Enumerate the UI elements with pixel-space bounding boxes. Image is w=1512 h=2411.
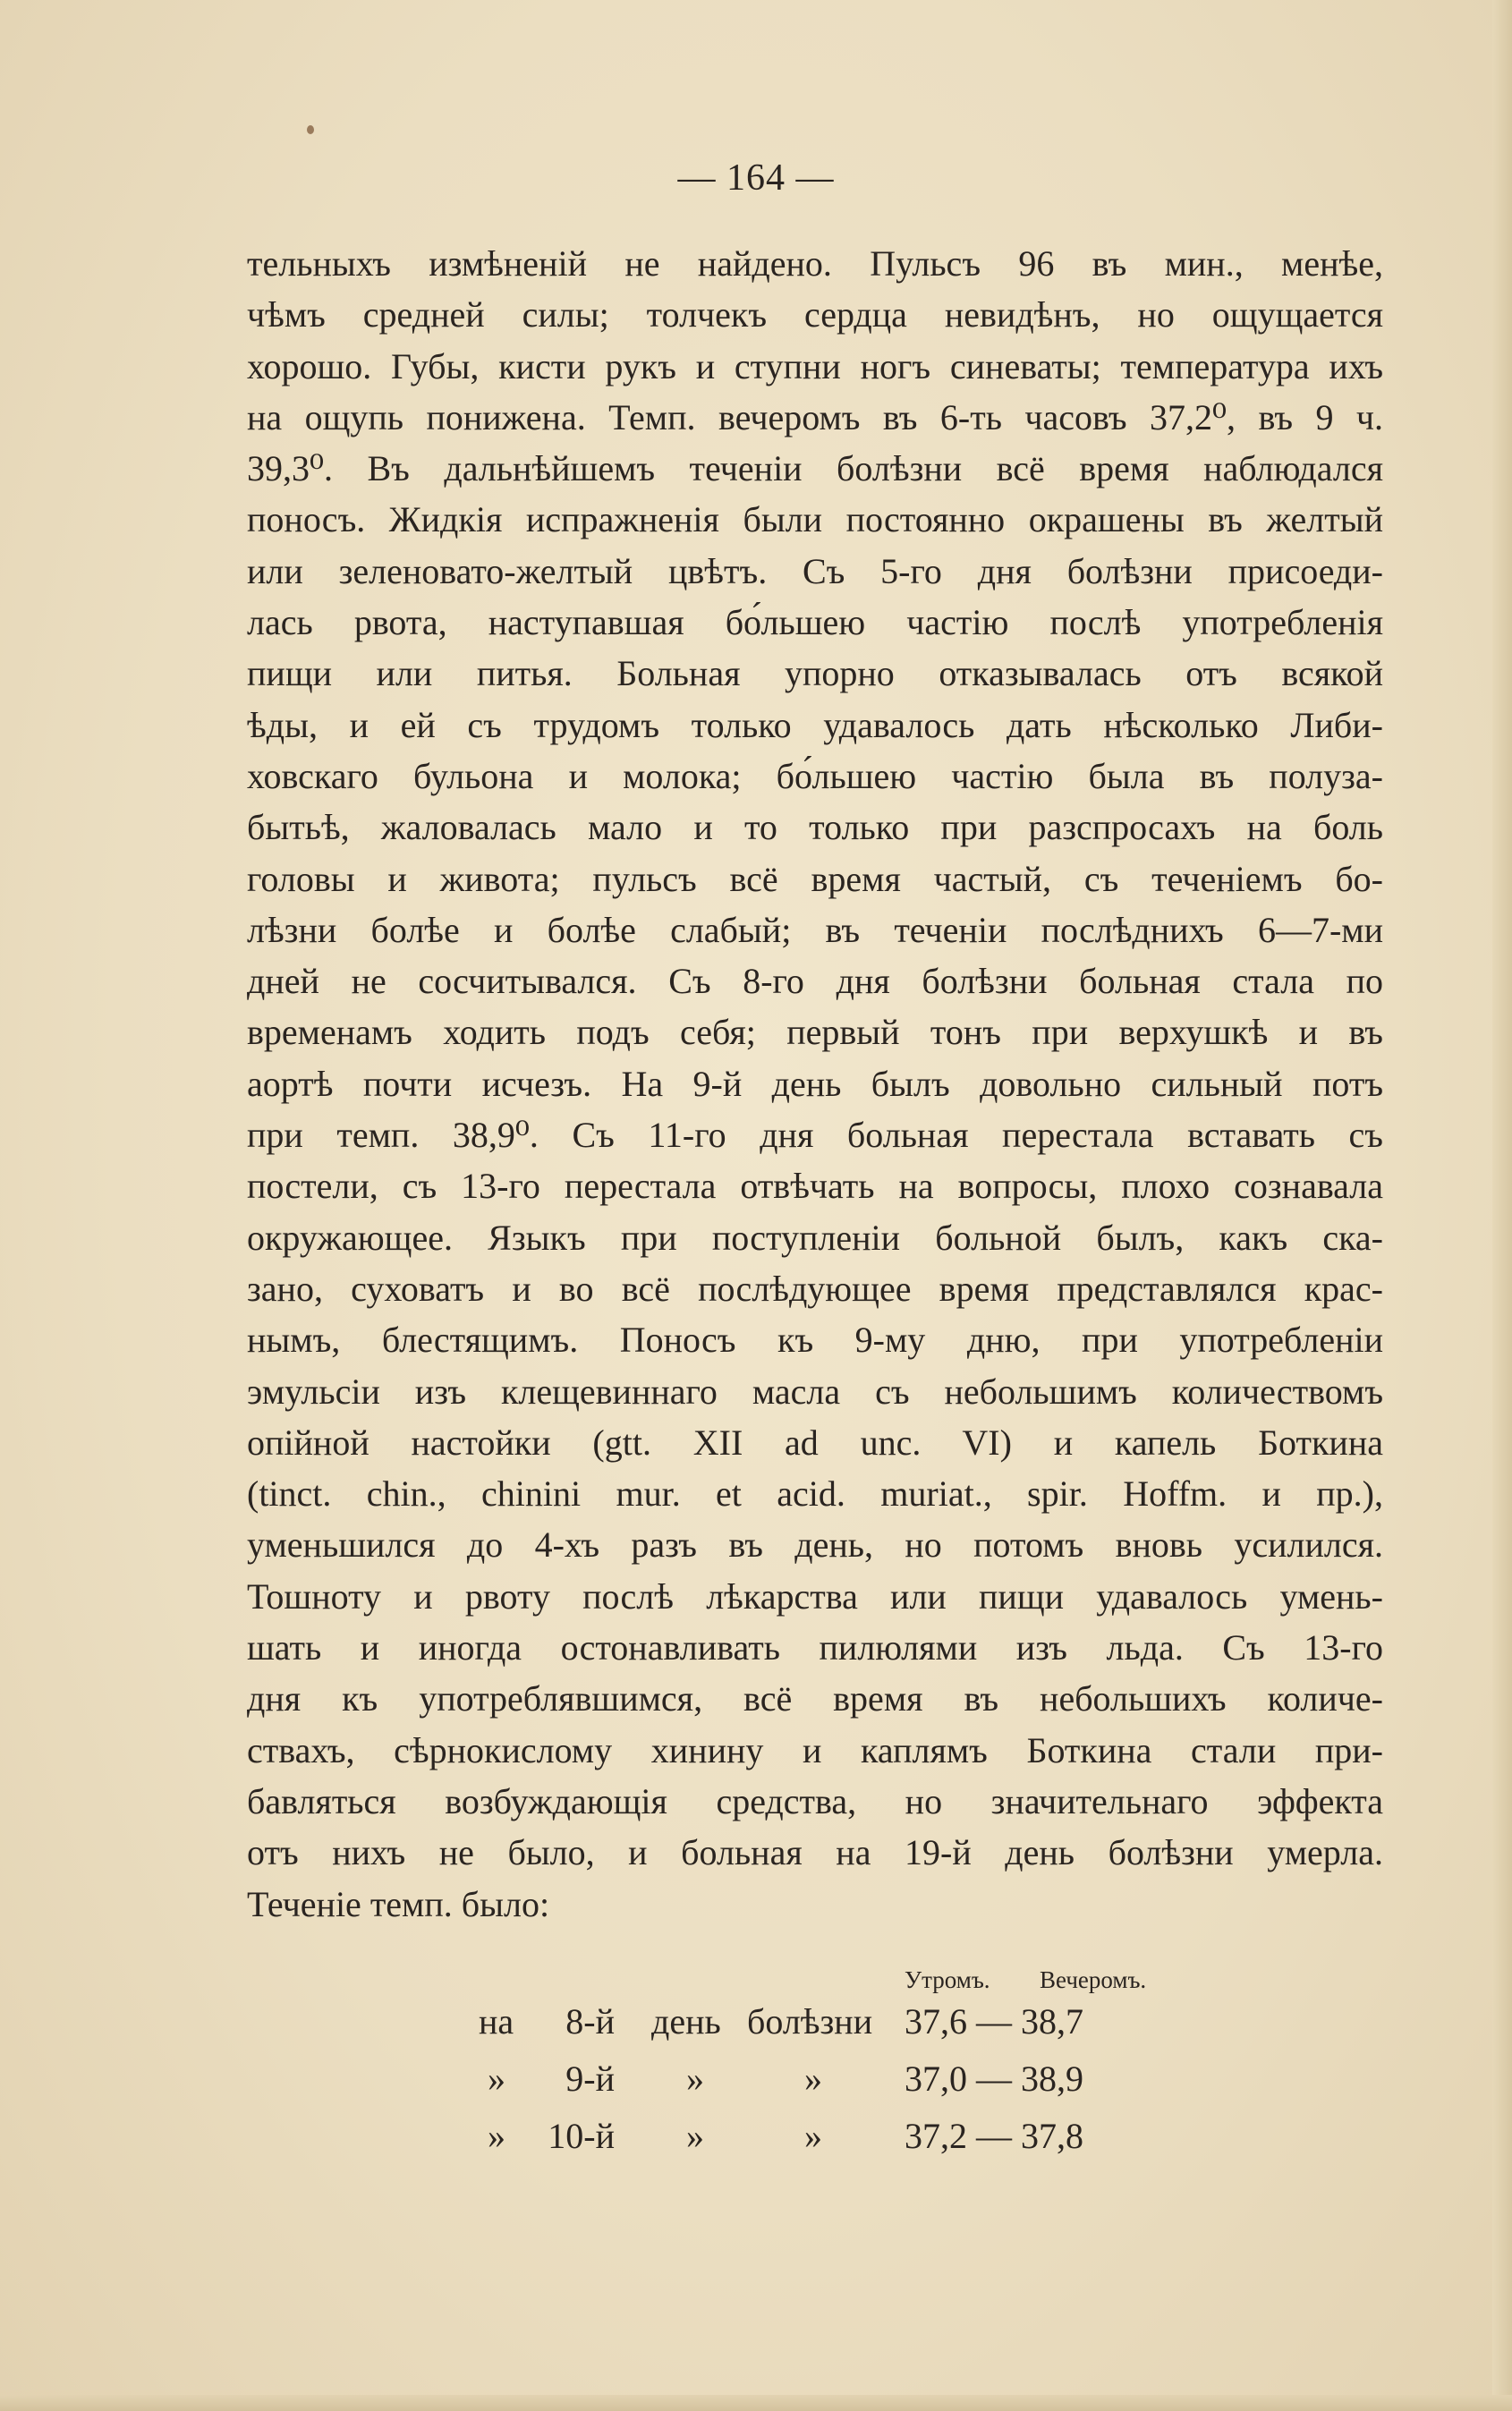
page-edge-bottom [0, 2395, 1512, 2411]
text-line: отъ нихъ не было, и больная на 19-й день болѣзни умерла. [247, 1832, 1383, 1873]
table-row [479, 2058, 1248, 2115]
text-line: временамъ ходить подъ себя; первый тонъ при верхушкѣ и въ [247, 1012, 1383, 1053]
row-temperatures: 37,2 — 37,8 [905, 2116, 1083, 2156]
table-row [479, 2000, 1248, 2058]
text-line: аортѣ почти исчезъ. На 9-й день былъ довольно сильный потъ [247, 1063, 1383, 1104]
text-line: бавляться возбуждающія средства, но значительнаго эффекта [247, 1780, 1383, 1821]
text-line: лѣзни болѣе и болѣе слабый; въ теченіи послѣднихъ 6—7-ми [247, 909, 1383, 950]
text-line: ховскаго бульона и молока; бо́льшею частію была въ полуза- [247, 755, 1383, 796]
body-paragraph [247, 238, 1383, 1930]
text-line: чѣмъ средней силы; толчекъ сердца невидѣнъ, но ощущается [247, 294, 1383, 335]
text-line: дней не сосчитывался. Съ 8-го дня болѣзни больная стала по [247, 961, 1383, 1002]
ink-speck [307, 125, 314, 134]
row-temperatures: 37,6 — 38,7 [905, 2001, 1083, 2042]
row-word-illness: болѣзни [747, 2001, 873, 2042]
header-morning: Утромъ. [905, 1966, 990, 1993]
row-word-illness: » [804, 2116, 822, 2156]
text-line: ѣды, и ей съ трудомъ только удавалось дать нѣсколько Либи- [247, 704, 1383, 745]
text-line: 39,3⁰. Въ дальнѣйшемъ теченіи болѣзни всё время наблюдался [247, 448, 1383, 489]
text-line: нымъ, блестящимъ. Поносъ къ 9-му дню, при употребленіи [247, 1320, 1383, 1361]
text-line: зано, суховатъ и во всё послѣдующее время представлялся крас- [247, 1268, 1383, 1309]
header-evening: Вечеромъ. [1040, 1966, 1147, 1993]
text-line: постели, съ 13-го перестала отвѣчать на вопросы, плохо сознавала [247, 1166, 1383, 1207]
text-line: эмульсіи изъ клещевиннаго масла съ небольшимъ количествомъ [247, 1371, 1383, 1412]
temperature-table-header [479, 1959, 1248, 2000]
text-line: хорошо. Губы, кисти рукъ и ступни ногъ синеваты; температура ихъ [247, 345, 1383, 386]
text-line: шать и иногда остонавливать пилюлями изъ льда. Съ 13-го [247, 1627, 1383, 1668]
text-line: лась рвота, наступавшая бо́льшею частію послѣ употребленія [247, 602, 1383, 643]
text-line: окружающее. Языкъ при поступленіи больной былъ, какъ ска- [247, 1217, 1383, 1258]
row-temperatures: 37,0 — 38,9 [905, 2059, 1083, 2099]
page-edge-right [1492, 0, 1512, 2411]
text-line: или зеленовато-желтый цвѣтъ. Съ 5-го дня болѣзни присоеди- [247, 550, 1383, 591]
row-prefix: на [479, 2001, 514, 2042]
text-line: Тошноту и рвоту послѣ лѣкарства или пищи удавалось умень- [247, 1575, 1383, 1617]
row-word-illness: » [804, 2059, 822, 2099]
row-prefix: » [488, 2059, 505, 2099]
row-word-day: » [686, 2059, 704, 2099]
row-prefix: » [488, 2116, 505, 2156]
text-line: поносъ. Жидкія испражненія были постоянно окрашены въ желтый [247, 499, 1383, 540]
text-line: ствахъ, сѣрнокислому хинину и каплямъ Боткина стали при- [247, 1729, 1383, 1770]
text-line: при темп. 38,9⁰. Съ 11-го дня больная перестала вставать съ [247, 1115, 1383, 1156]
text-line: головы и живота; пульсъ всё время частый, съ теченіемъ бо- [247, 858, 1383, 899]
text-line: тельныхъ измѣненій не найдено. Пульсъ 96 въ мин., менѣе, [247, 243, 1383, 284]
text-line: (tinct. chin., chinini mur. et acid. muriat., spir. Hoffm. и пр.), [247, 1473, 1383, 1515]
text-line: дня къ употреблявшимся, всё время въ небольшихъ количе- [247, 1678, 1383, 1719]
text-line: на ощупь понижена. Темп. вечеромъ въ 6-ть часовъ 37,2⁰, въ 9 ч. [247, 396, 1383, 437]
row-word-day: день [651, 2001, 721, 2042]
row-day: 9-й [565, 2059, 615, 2099]
text-line: уменьшился до 4-хъ разъ въ день, но потомъ вновь усилился. [247, 1524, 1383, 1566]
page-number: — 164 — [677, 157, 835, 199]
row-word-day: » [686, 2116, 704, 2156]
text-line: пищи или питья. Больная упорно отказывалась отъ всякой [247, 653, 1383, 694]
row-day: 8-й [565, 2001, 615, 2042]
text-line: опійной настойки (gtt. XII ad unc. VI) и капель Боткина [247, 1422, 1383, 1463]
table-row [479, 2115, 1248, 2172]
text-line: бытьѣ, жаловалась мало и то только при разспросахъ на боль [247, 807, 1383, 848]
row-day: 10-й [548, 2116, 615, 2156]
temperature-table [479, 1959, 1248, 2172]
text-line: Теченіе темп. было: [247, 1883, 550, 1924]
